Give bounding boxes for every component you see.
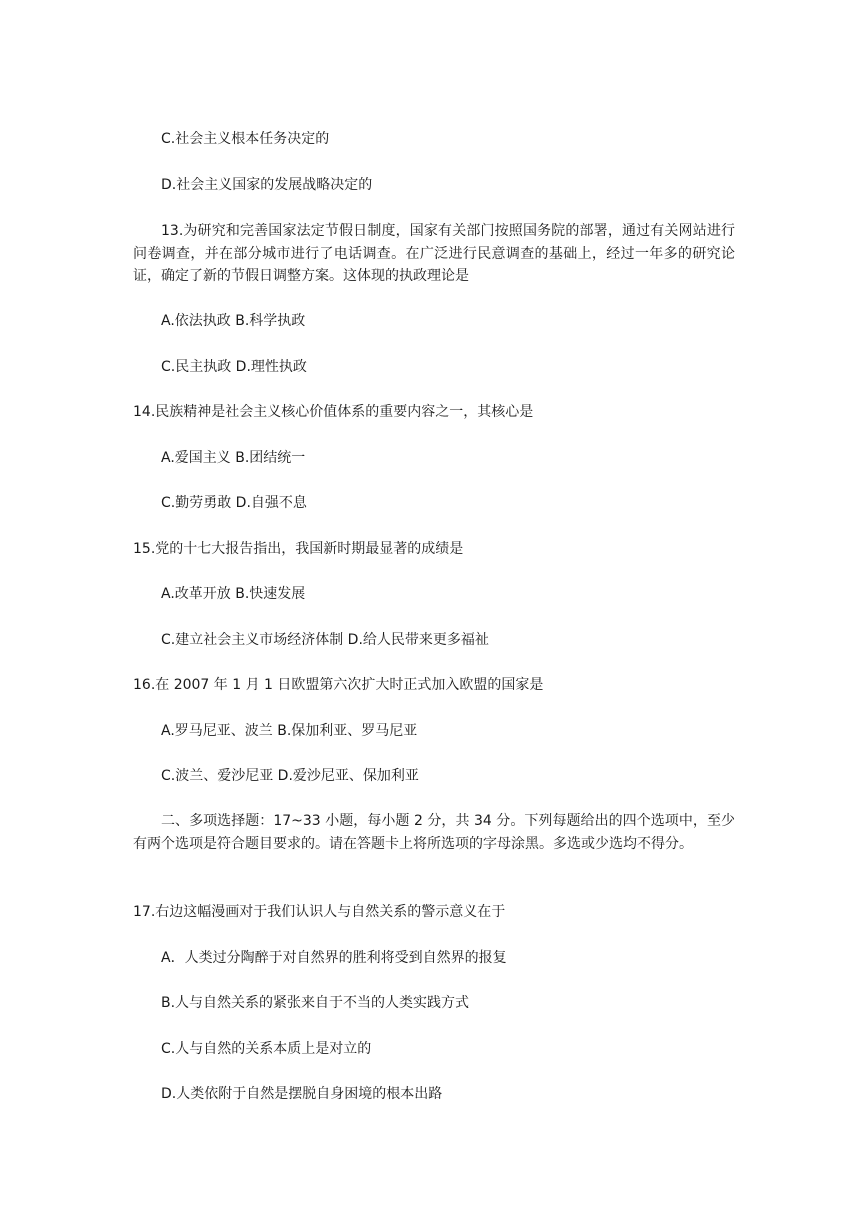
option-d-q12: D.社会主义国家的发展战略决定的 <box>161 177 373 193</box>
options-cd-q16: C.波兰、爱沙尼亚 D.爱沙尼亚、保加利亚 <box>161 768 419 784</box>
question-14: 14.民族精神是社会主义核心价值体系的重要内容之一，其核心是 <box>133 404 534 420</box>
question-15: 15.党的十七大报告指出，我国新时期最显著的成绩是 <box>133 541 464 557</box>
option-a-q17: A．人类过分陶醉于对自然界的胜利将受到自然界的报复 <box>161 950 507 966</box>
option-b-q17: B.人与自然关系的紧张来自于不当的人类实践方式 <box>161 995 470 1011</box>
options-ab-q16: A.罗马尼亚、波兰 B.保加利亚、罗马尼亚 <box>161 723 418 739</box>
question-16: 16.在 2007 年 1 月 1 日欧盟第六次扩大时正式加入欧盟的国家是 <box>133 677 544 693</box>
option-c-q12: C.社会主义根本任务决定的 <box>161 131 330 147</box>
options-cd-q15: C.建立社会主义市场经济体制 D.给人民带来更多福祉 <box>161 632 489 648</box>
options-ab-q15: A.改革开放 B.快速发展 <box>161 586 306 602</box>
options-cd-q13: C.民主执政 D.理性执政 <box>161 359 307 375</box>
options-cd-q14: C.勤劳勇敢 D.自强不息 <box>161 495 307 511</box>
question-13: 13.为研究和完善国家法定节假日制度，国家有关部门按照国务院的部署，通过有关网站进行问卷调查，并在部分城市进行了电话调查。在广泛进行民意调查的基础上，经过一年多的研究论证，确定了新的节假日调整方案。这体现的执政理论是 <box>133 223 735 284</box>
question-17: 17.右边这幅漫画对于我们认识人与自然关系的警示意义在于 <box>133 904 506 920</box>
options-ab-q13: A.依法执政 B.科学执政 <box>161 313 306 329</box>
option-d-q17: D.人类依附于自然是摆脱自身困境的根本出路 <box>161 1086 443 1102</box>
option-c-q17: C.人与自然的关系本质上是对立的 <box>161 1041 372 1057</box>
options-ab-q14: A.爱国主义 B.团结统一 <box>161 450 306 466</box>
section-2-instructions: 二、多项选择题：17~33 小题，每小题 2 分，共 34 分。下列每题给出的四个选项中，至少有两个选项是符合题目要求的。请在答题卡上将所选项的字母涂黑。多选或少选均不得分。 <box>133 813 735 852</box>
